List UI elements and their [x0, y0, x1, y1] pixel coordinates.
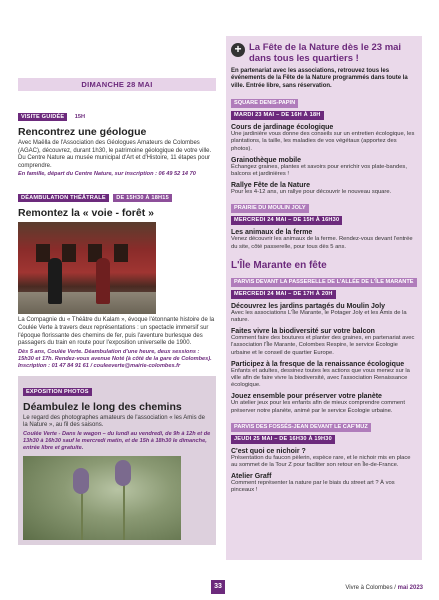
- item-title: Rallye Fête de la Nature: [231, 182, 310, 190]
- event-voie-foret: [18, 186, 216, 369]
- event-tag: EXPOSITION PHOTOS: [23, 388, 92, 396]
- right-intro: En partenariat avec les associations, retrouvez tous les événements de la Fête de la Nature programmés dans toute la ville. Entrée libre, sans réservation.: [231, 68, 408, 89]
- magazine-issue: mai 2023: [397, 585, 423, 591]
- item-title: Participez à la fresque de la renaissance écologique: [231, 360, 405, 368]
- place-tag: PARVIS DES FOSSÉS-JEAN DEVANT LE CAF'MUZ: [231, 423, 371, 432]
- item-body: Enfants et adultes, dessinez toutes les actions que vous menez sur la ville afin de faire vivre la biodiversité, avec l'association Renaissance écologique.: [231, 367, 410, 389]
- item-title: Grainothèque mobile: [231, 156, 302, 164]
- date-tag: MARDI 23 MAI – DE 16H À 18H: [231, 111, 324, 120]
- event-note: En famille, départ du Centre Nature, sur inscription : 06 49 52 14 70: [18, 171, 196, 178]
- event-body: Avec Maëlla de l'Association des Géologues Amateurs de Colombes (AGAC), découvrez, durant 1h30, le patrimoine géologique de votre ville. Du Centre Nature au musée municipal d'Art et d'Histoire, 11 étapes pour comprendre.: [18, 140, 212, 169]
- item-body: Présentation du faucon pèlerin, espèce rare, et le nichoir mis en place au sommet de la Tour Z pour faciliter son retour en Île-de-France.: [231, 454, 411, 469]
- item-body: Comment faire des boutures et planter des graines, en partenariat avec l'association l'Île Marante, Colombes Respire, le service Écologie urbaine et le conseil de quartier Europe.: [231, 335, 415, 356]
- place-tag: SQUARE DENIS-PAPIN: [231, 99, 298, 108]
- item-body: Venez découvrir les animaux de la ferme. Rendez-vous devant l'entrée du site, côté passerelle, pour tous dès 5 ans.: [231, 236, 413, 250]
- event-title: Remontez la « voie - forêt »: [18, 207, 154, 220]
- date-tag: MERCREDI 24 MAI – DE 17H À 20H: [231, 290, 336, 299]
- item-body: Un atelier jeux pour les enfants afin de mieux comprendre comment préserver notre planète, animé par le service Écologie urbaine.: [231, 400, 405, 414]
- item-title: Faites vivre la biodiversité sur votre balcon: [231, 328, 375, 336]
- place-tag: PRAIRIE DU MOULIN JOLY: [231, 204, 309, 213]
- date-tag: JEUDI 25 MAI – DE 16H30 À 19H30: [231, 435, 335, 444]
- group-moulin-joly: [231, 201, 417, 250]
- event-expo: [18, 376, 216, 545]
- page-number: 33: [211, 580, 225, 594]
- event-tag: DÉAMBULATION THÉÂTRALE: [18, 194, 109, 202]
- item-body: Une jardinière vous donne des conseils sur un entretien écologique, les plantations, la taille, les maladies de vos végétaux (apportez des photos).: [231, 131, 415, 152]
- event-body: La Compagnie du « Théâtre du Kalam », évoque l'étonnante histoire de la Coulée Verte à travers deux représentations : un spectacle immersif sur l'époque florissante des chemins de fer, puis l'aventure burlesque des passagers du train en route pour l'exposition universelle de 1900.: [18, 317, 215, 347]
- right-header: [231, 42, 417, 64]
- event-title: Rencontrez une géologue: [18, 126, 147, 138]
- place-tag: PARVIS DEVANT LA PASSERELLE DE L'ALLÉE DE L'ÎLE MARANTE: [231, 278, 417, 287]
- date-tag: MERCREDI 24 MAI – DE 15H À 16H30: [231, 216, 342, 225]
- left-column: [18, 78, 216, 545]
- item-title: Les animaux de la ferme: [231, 229, 313, 237]
- theatre-photo: [18, 222, 156, 314]
- event-note: Coulée Verte - Dans le wagon – du lundi au vendredi, de 9h à 12h et de 13h30 à 16h30 sauf le mercredi matin, et de 15h à 18h30 le dimanche, entrée libre et gratuite.: [23, 430, 211, 451]
- item-body: Avec les associations L'Île Marante, le Potager Joly et les Amis de la nature.: [231, 309, 407, 324]
- right-column: [226, 36, 422, 560]
- event-tag: VISITE GUIDÉE: [18, 113, 67, 121]
- event-body: Le regard des photographes amateurs de l'association « les Amis de la Nature », au fil des saisons.: [23, 414, 205, 429]
- plus-icon: +: [231, 43, 245, 57]
- right-title: La Fête de la Nature dès le 23 mai dans tous les quartiers !: [249, 42, 402, 64]
- magazine-credit: [345, 585, 423, 591]
- event-time: DE 15H30 À 18H15: [113, 194, 172, 202]
- item-title: Découvrez les jardins partagés du Moulin Joly: [231, 302, 386, 310]
- group-ile-marante: [231, 275, 417, 415]
- section-heading: L'Île Marante en fête: [231, 259, 327, 271]
- event-time: 15H: [72, 113, 88, 121]
- item-title: Cours de jardinage écologique: [231, 124, 334, 132]
- item-title: Atelier Graff: [231, 473, 272, 481]
- event-geologue: [18, 105, 216, 178]
- item-title: Jouez ensemble pour préserver votre planète: [231, 393, 382, 401]
- day-band: DIMANCHE 28 MAI: [18, 78, 216, 91]
- item-body: Comment représenter la nature par le biais du street art ? À vos pinceaux !: [231, 480, 395, 494]
- item-body: Pour les 4-12 ans, un rallye pour découvrir le nouveau square.: [231, 189, 392, 196]
- group-fosses-jean: [231, 420, 417, 495]
- event-note: Dès 5 ans, Coulée Verte. Déambulation d'une heure, deux sessions : 15h30 et 17h. Rendez-vous avenue Noté (à côté de la gare de Colombes). Inscription : 01 47 84 91 61 / couleeverte@mairie-colombes.fr: [18, 348, 212, 369]
- thistle-photo: [23, 456, 181, 540]
- event-title: Déambulez le long des chemins: [23, 400, 182, 413]
- item-title: C'est quoi ce nichoir ?: [231, 447, 306, 455]
- page-footer: [0, 576, 439, 600]
- item-body: Échangez graines, plantes et savoirs pour enrichir vos plate-bandes, balcons et jardinières !: [231, 163, 407, 178]
- magazine-name: Vivre à Colombes /: [345, 585, 396, 591]
- group-denis-papin: [231, 96, 417, 196]
